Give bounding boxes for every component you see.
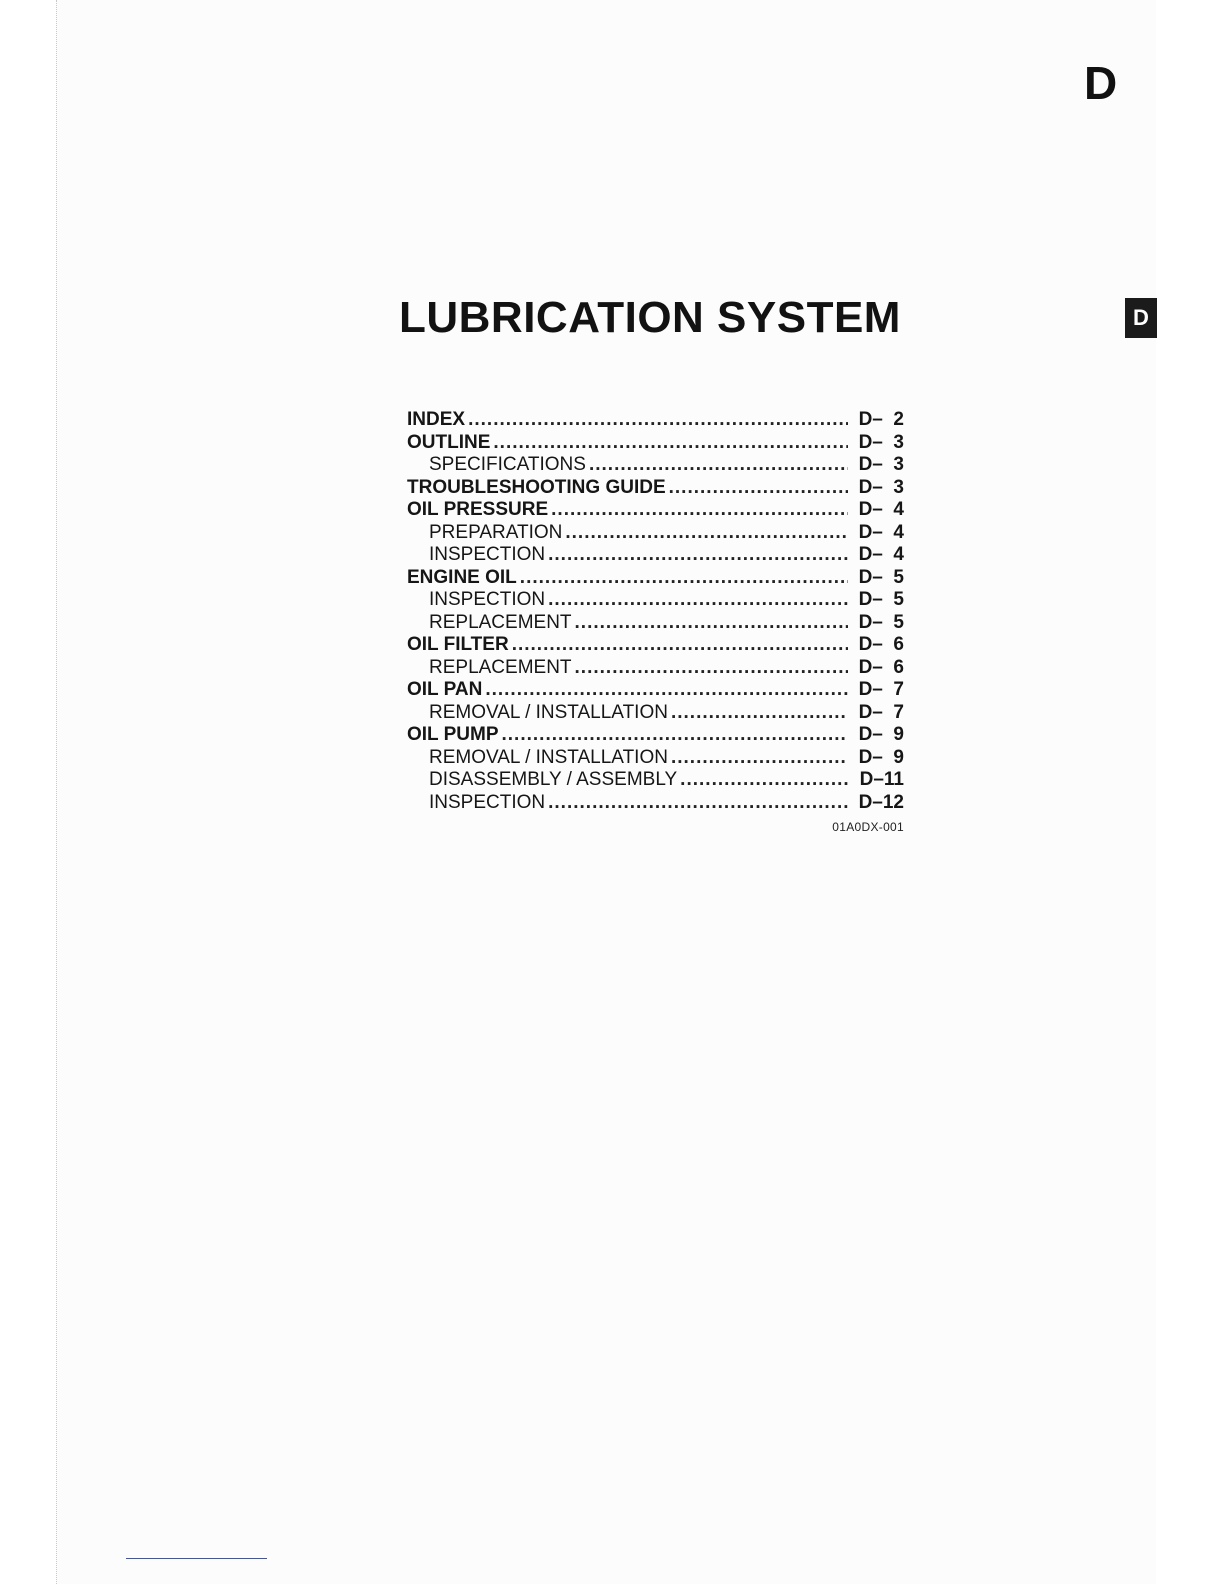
toc-entry-page: D– 6 [858, 656, 904, 678]
toc-entry[interactable] [407, 477, 904, 500]
toc-entry-page: D– 7 [858, 701, 904, 723]
page-link-underline[interactable] [126, 1558, 267, 1559]
toc-entry-label: OUTLINE [407, 431, 491, 453]
toc-dot-leader [493, 432, 848, 455]
toc-entry-label: OIL PAN [407, 679, 483, 700]
toc-entry-page: D– 3 [858, 431, 904, 453]
toc-entry-label: DISASSEMBLY / ASSEMBLY [429, 769, 678, 790]
toc-entry-label: OIL FILTER [407, 634, 509, 655]
toc-entry-page: D–12 [858, 791, 904, 813]
toc-dot-leader [671, 747, 848, 770]
toc-entry-label: REMOVAL / INSTALLATION [429, 746, 668, 768]
toc-entry-page: D– 3 [858, 454, 904, 475]
toc-entry[interactable] [407, 454, 904, 477]
toc-dot-leader [548, 544, 848, 567]
section-tab[interactable]: D [1125, 298, 1157, 338]
toc-dot-leader [485, 679, 848, 702]
toc-entry-page: D– 3 [858, 476, 904, 498]
table-of-contents [407, 409, 904, 814]
toc-entry[interactable] [407, 567, 904, 590]
toc-dot-leader [575, 657, 848, 680]
toc-entry[interactable] [407, 634, 904, 657]
toc-entry-page: D– 7 [858, 679, 904, 700]
toc-entry-page: D– 9 [858, 724, 904, 745]
toc-entry-page: D– 9 [858, 746, 904, 768]
toc-entry-page: D– 2 [858, 409, 904, 430]
toc-entry-label: REPLACEMENT [429, 656, 572, 678]
toc-entry[interactable] [407, 702, 904, 725]
toc-entry-label: INSPECTION [429, 589, 546, 610]
toc-dot-leader [512, 634, 848, 657]
toc-entry-label: INSPECTION [429, 791, 546, 813]
toc-entry[interactable] [407, 769, 904, 792]
toc-entry[interactable] [407, 612, 904, 635]
toc-entry[interactable] [407, 499, 904, 522]
toc-entry[interactable] [407, 522, 904, 545]
toc-entry[interactable] [407, 679, 904, 702]
toc-entry[interactable] [407, 544, 904, 567]
toc-dot-leader [468, 409, 848, 432]
figure-code: 01A0DX-001 [832, 820, 904, 834]
toc-dot-leader [680, 769, 848, 792]
toc-entry[interactable] [407, 747, 904, 770]
toc-entry[interactable] [407, 589, 904, 612]
toc-entry-label: REMOVAL / INSTALLATION [429, 701, 668, 723]
toc-entry-page: D–11 [859, 769, 904, 790]
toc-entry-label: OIL PUMP [407, 724, 499, 745]
toc-entry-label: REPLACEMENT [429, 611, 572, 633]
toc-dot-leader [565, 522, 848, 545]
toc-dot-leader [575, 612, 848, 635]
toc-entry-page: D– 4 [858, 521, 904, 543]
toc-entry-page: D– 4 [858, 499, 904, 520]
toc-entry-page: D– 6 [858, 634, 904, 655]
toc-entry-page: D– 5 [858, 611, 904, 633]
toc-entry-page: D– 5 [858, 566, 904, 588]
toc-entry-label: PREPARATION [429, 521, 563, 543]
toc-entry-label: TROUBLESHOOTING GUIDE [407, 476, 666, 498]
binding-edge [56, 0, 59, 1584]
toc-dot-leader [548, 589, 848, 612]
toc-dot-leader [589, 454, 848, 477]
toc-entry-label: ENGINE OIL [407, 566, 517, 588]
toc-entry[interactable] [407, 657, 904, 680]
toc-entry-label: OIL PRESSURE [407, 499, 549, 520]
toc-entry[interactable] [407, 792, 904, 815]
toc-entry-label: SPECIFICATIONS [429, 454, 586, 475]
toc-dot-leader [520, 567, 848, 590]
toc-dot-leader [671, 702, 848, 725]
toc-entry-page: D– 5 [858, 589, 904, 610]
toc-dot-leader [548, 792, 848, 815]
toc-entry-label: INSPECTION [429, 544, 546, 565]
toc-entry[interactable] [407, 432, 904, 455]
section-letter: D [1084, 57, 1118, 109]
toc-dot-leader [669, 477, 848, 500]
toc-entry[interactable] [407, 724, 904, 747]
toc-entry-page: D– 4 [858, 544, 904, 565]
toc-entry[interactable] [407, 409, 904, 432]
toc-dot-leader [551, 499, 848, 522]
toc-dot-leader [502, 724, 849, 747]
page-title: LUBRICATION SYSTEM [399, 293, 901, 342]
toc-entry-label: INDEX [407, 409, 466, 430]
